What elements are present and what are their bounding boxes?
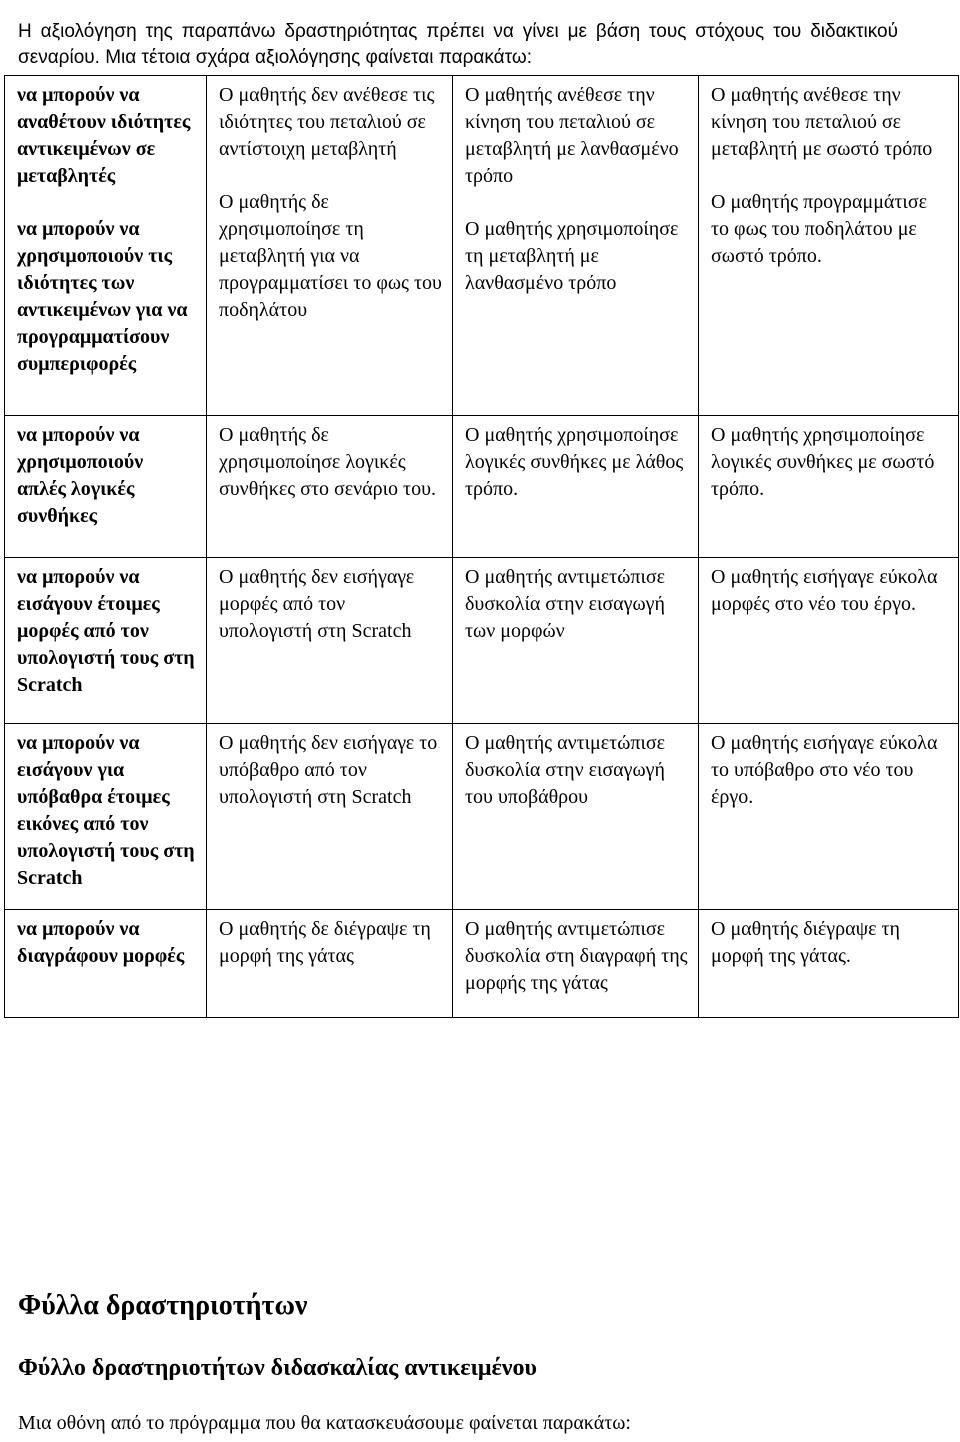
criterion-cell — [207, 416, 453, 558]
cell-text: Ο μαθητής δεν ανέθεσε τις ιδιότητες του πεταλιού σε αντίστοιχη μεταβλητή — [219, 84, 435, 160]
goal-cell — [5, 416, 207, 558]
cell-text: Ο μαθητής αντιμετώπισε δυσκολία στη διαγραφή της μορφής της γάτας — [465, 918, 688, 994]
cell-text: Ο μαθητής δε διέγραψε τη μορφή της γάτας — [219, 918, 431, 967]
cell-text: Ο μαθητής ανέθεσε την κίνηση του πεταλιού σε μεταβλητή με λανθασμένο τρόπο — [465, 84, 679, 187]
cell-text: να μπορούν να διαγράφουν μορφές — [17, 918, 185, 967]
table-row — [5, 416, 959, 558]
subsection-title: Φύλλο δραστηριοτήτων διδασκαλίας αντικειμένου — [18, 1355, 537, 1381]
criterion-cell — [453, 558, 699, 724]
table-row — [5, 76, 959, 416]
cell-text: Ο μαθητής προγραμμάτισε το φως του ποδηλάτου με σωστό τρόπο. — [711, 191, 927, 267]
criterion-cell — [207, 558, 453, 724]
criterion-cell — [453, 416, 699, 558]
cell-text: Ο μαθητής δεν εισήγαγε μορφές από τον υπολογιστή στη Scratch — [219, 566, 415, 642]
cell-text: Ο μαθητής χρησιμοποίησε λογικές συνθήκες με λάθος τρόπο. — [465, 424, 684, 500]
cell-text: Ο μαθητής διέγραψε τη μορφή της γάτας. — [711, 918, 901, 967]
goal-cell — [5, 910, 207, 1018]
assessment-rubric-table — [4, 75, 959, 1018]
cell-text: Ο μαθητής αντιμετώπισε δυσκολία στην εισαγωγή των μορφών — [465, 566, 666, 642]
outro-paragraph: Μια οθόνη από το πρόγραμμα που θα κατασκευάσουμε φαίνεται παρακάτω: — [18, 1412, 631, 1434]
cell-text: Ο μαθητής εισήγαγε εύκολα μορφές στο νέο του έργο. — [711, 566, 938, 615]
cell-text: Ο μαθητής εισήγαγε εύκολα το υπόβαθρο στο νέο του έργο. — [711, 732, 938, 808]
criterion-cell — [453, 724, 699, 910]
table-row — [5, 910, 959, 1018]
criterion-cell — [699, 724, 959, 910]
cell-text: να μπορούν να αναθέτουν ιδιότητες αντικειμένων σε μεταβλητές — [17, 84, 191, 187]
criterion-cell — [699, 416, 959, 558]
goal-cell — [5, 558, 207, 724]
cell-text: Ο μαθητής δεν εισήγαγε το υπόβαθρο από τον υπολογιστή στη Scratch — [219, 732, 438, 808]
criterion-cell — [699, 910, 959, 1018]
criterion-cell — [207, 724, 453, 910]
cell-text: να μπορούν να εισάγουν έτοιμες μορφές από τον υπολογιστή τους στη Scratch — [17, 566, 195, 696]
table-row — [5, 558, 959, 724]
cell-text: να μπορούν να χρησιμοποιούν τις ιδιότητες των αντικειμένων για να προγραμματίσουν συμπεριφορές — [17, 218, 188, 375]
goal-cell — [5, 76, 207, 416]
cell-text: να μπορούν να εισάγουν για υπόβαθρα έτοιμες εικόνες από τον υπολογιστή τους στη Scratch — [17, 732, 195, 889]
cell-text: να μπορούν να χρησιμοποιούν απλές λογικές συνθήκες — [17, 424, 144, 527]
cell-text: Ο μαθητής δε χρησιμοποίησε τη μεταβλητή για να προγραμματίσει το φως του ποδηλάτου — [219, 191, 442, 321]
criterion-cell — [207, 76, 453, 416]
criterion-cell — [453, 76, 699, 416]
criterion-cell — [453, 910, 699, 1018]
table-row — [5, 724, 959, 910]
criterion-cell — [207, 910, 453, 1018]
cell-text: Ο μαθητής δε χρησιμοποίησε λογικές συνθήκες στο σενάριο του. — [219, 424, 436, 500]
criterion-cell — [699, 558, 959, 724]
section-title: Φύλλα δραστηριοτήτων — [18, 1290, 308, 1321]
cell-text: Ο μαθητής χρησιμοποίησε τη μεταβλητή με λανθασμένο τρόπο — [465, 218, 679, 294]
criterion-cell — [699, 76, 959, 416]
goal-cell — [5, 724, 207, 910]
cell-text: Ο μαθητής χρησιμοποίησε λογικές συνθήκες με σωστό τρόπο. — [711, 424, 935, 500]
cell-text: Ο μαθητής αντιμετώπισε δυσκολία στην εισαγωγή του υποβάθρου — [465, 732, 666, 808]
intro-paragraph: Η αξιολόγηση της παραπάνω δραστηριότητας πρέπει να γίνει με βάση τους στόχους του διδακτικού σεναρίου. Μια τέτοια σχάρα αξιολόγησης φαίνεται παρακάτω: — [18, 21, 898, 68]
cell-text: Ο μαθητής ανέθεσε την κίνηση του πεταλιού σε μεταβλητή με σωστό τρόπο — [711, 84, 933, 160]
